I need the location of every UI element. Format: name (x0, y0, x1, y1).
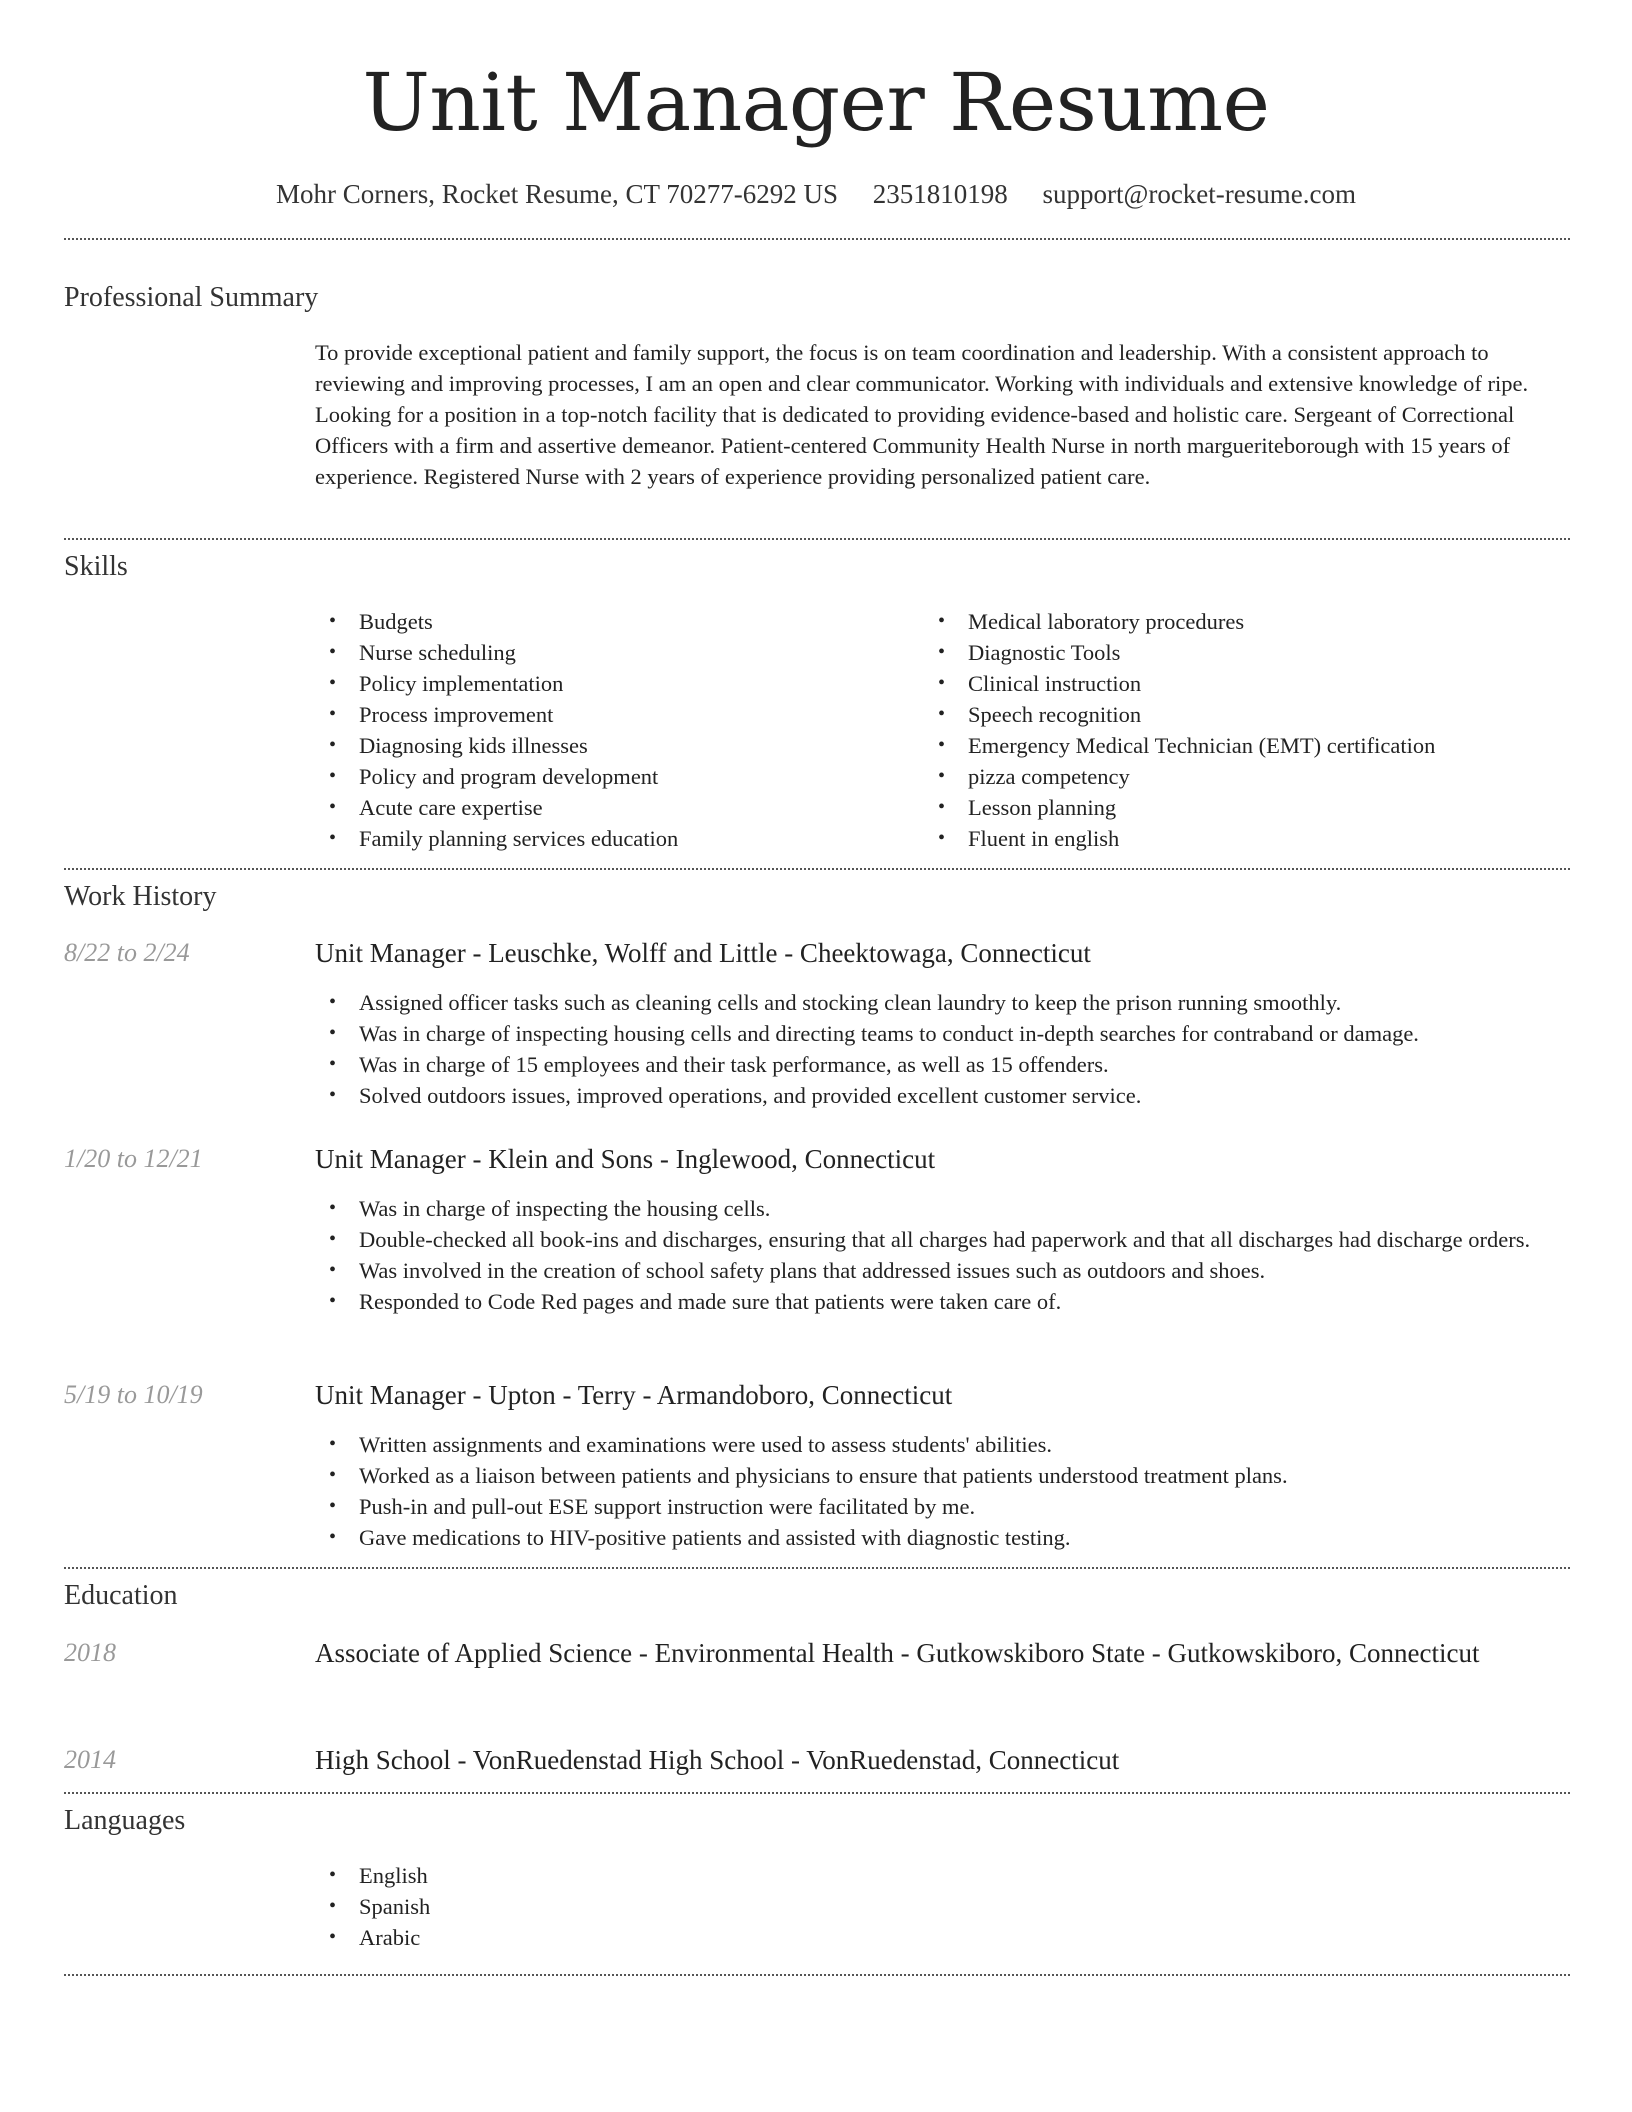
job-bullet: • Double-checked all book-ins and discharges, ensuring that all charges had paperwork and that all discharges had discharge orders. (315, 1224, 1550, 1255)
divider (64, 538, 1570, 540)
divider (64, 868, 1570, 870)
skill-item: • Policy implementation (315, 668, 895, 699)
contact-address: Mohr Corners, Rocket Resume, CT 70277-6292 US (276, 179, 838, 209)
job-bullet: • Responded to Code Red pages and made sure that patients were taken care of. (315, 1286, 1550, 1317)
job-bullet: • Was in charge of inspecting the housing cells. (315, 1193, 1550, 1224)
job-bullet: • Was in charge of 15 employees and their task performance, as well as 15 offenders. (315, 1049, 1570, 1080)
skills-list-right (924, 606, 1564, 854)
job-bullets (315, 987, 1570, 1111)
skill-item: • pizza competency (924, 761, 1564, 792)
job-bullet: • Push-in and pull-out ESE support instruction were facilitated by me. (315, 1491, 1550, 1522)
education-title: Associate of Applied Science - Environmental Health - Gutkowskiboro State - Gutkowskiboro, Connecticut (315, 1638, 1480, 1668)
divider (64, 1792, 1570, 1794)
education-date: 2014 (64, 1745, 116, 1774)
job-bullet: • Was involved in the creation of school safety plans that addressed issues such as outdoors and shoes. (315, 1255, 1550, 1286)
skill-item: • Lesson planning (924, 792, 1564, 823)
education-title: High School - VonRuedenstad High School - VonRuedenstad, Connecticut (315, 1745, 1120, 1775)
section-heading-work: Work History (64, 881, 217, 912)
job-title: Unit Manager - Upton - Terry - Armandoboro, Connecticut (315, 1380, 953, 1410)
contact-email: support@rocket-resume.com (1042, 179, 1356, 209)
education-date: 2018 (64, 1638, 116, 1667)
job-bullet: • Solved outdoors issues, improved operations, and provided excellent customer service. (315, 1080, 1570, 1111)
skill-item: • Medical laboratory procedures (924, 606, 1564, 637)
job-title: Unit Manager - Klein and Sons - Inglewood, Connecticut (315, 1144, 936, 1174)
contact-phone: 2351810198 (872, 179, 1008, 209)
language-item: • English (315, 1860, 915, 1891)
language-item: • Arabic (315, 1922, 915, 1953)
job-title: Unit Manager - Leuschke, Wolff and Little - Cheektowaga, Connecticut (315, 938, 1091, 968)
skill-item: • Emergency Medical Technician (EMT) certification (924, 730, 1564, 761)
job-bullet: • Worked as a liaison between patients and physicians to ensure that patients understood treatment plans. (315, 1460, 1550, 1491)
skill-item: • Budgets (315, 606, 895, 637)
resume-header (0, 48, 1632, 212)
job-bullet: • Gave medications to HIV-positive patients and assisted with diagnostic testing. (315, 1522, 1550, 1553)
section-heading-summary: Professional Summary (64, 282, 319, 313)
skill-item: • Diagnosing kids illnesses (315, 730, 895, 761)
job-bullet: • Assigned officer tasks such as cleaning cells and stocking clean laundry to keep the prison running smoothly. (315, 987, 1570, 1018)
contact-line (0, 176, 1632, 212)
skill-item: • Fluent in english (924, 823, 1564, 854)
job-date: 5/19 to 10/19 (64, 1380, 203, 1409)
skill-item: • Process improvement (315, 699, 895, 730)
languages-list (315, 1860, 915, 1953)
skill-item: • Family planning services education (315, 823, 895, 854)
summary-text: To provide exceptional patient and family support, the focus is on team coordination and leadership. With a consistent approach to reviewing and improving processes, I am an open and clear communicator. Working with individuals and extensive knowledge of ripe. Looking for a position in a top-notch facility that is dedicated to providing evidence-based and holistic care. Sergeant of Correctional Officers with a firm and assertive demeanor. Patient-centered Community Health Nurse in north margueriteborough with 15 years of experience. Registered Nurse with 2 years of experience providing personalized patient care. (315, 340, 1529, 489)
section-heading-skills: Skills (64, 551, 128, 582)
language-item: • Spanish (315, 1891, 915, 1922)
job-bullets (315, 1193, 1550, 1317)
skill-item: • Speech recognition (924, 699, 1564, 730)
job-date: 1/20 to 12/21 (64, 1144, 203, 1173)
section-heading-languages: Languages (64, 1805, 186, 1836)
skill-item: • Acute care expertise (315, 792, 895, 823)
skills-list-left (315, 606, 895, 854)
section-heading-education: Education (64, 1580, 178, 1611)
job-bullet: • Was in charge of inspecting housing cells and directing teams to conduct in-depth searches for contraband or damage. (315, 1018, 1570, 1049)
skill-item: • Diagnostic Tools (924, 637, 1564, 668)
divider (64, 1567, 1570, 1569)
divider (64, 238, 1570, 240)
page-title: Unit Manager Resume (362, 56, 1270, 149)
skill-item: • Nurse scheduling (315, 637, 895, 668)
skill-item: • Clinical instruction (924, 668, 1564, 699)
job-date: 8/22 to 2/24 (64, 938, 190, 967)
skill-item: • Policy and program development (315, 761, 895, 792)
job-bullets (315, 1429, 1550, 1553)
divider (64, 1974, 1570, 1976)
job-bullet: • Written assignments and examinations were used to assess students' abilities. (315, 1429, 1550, 1460)
